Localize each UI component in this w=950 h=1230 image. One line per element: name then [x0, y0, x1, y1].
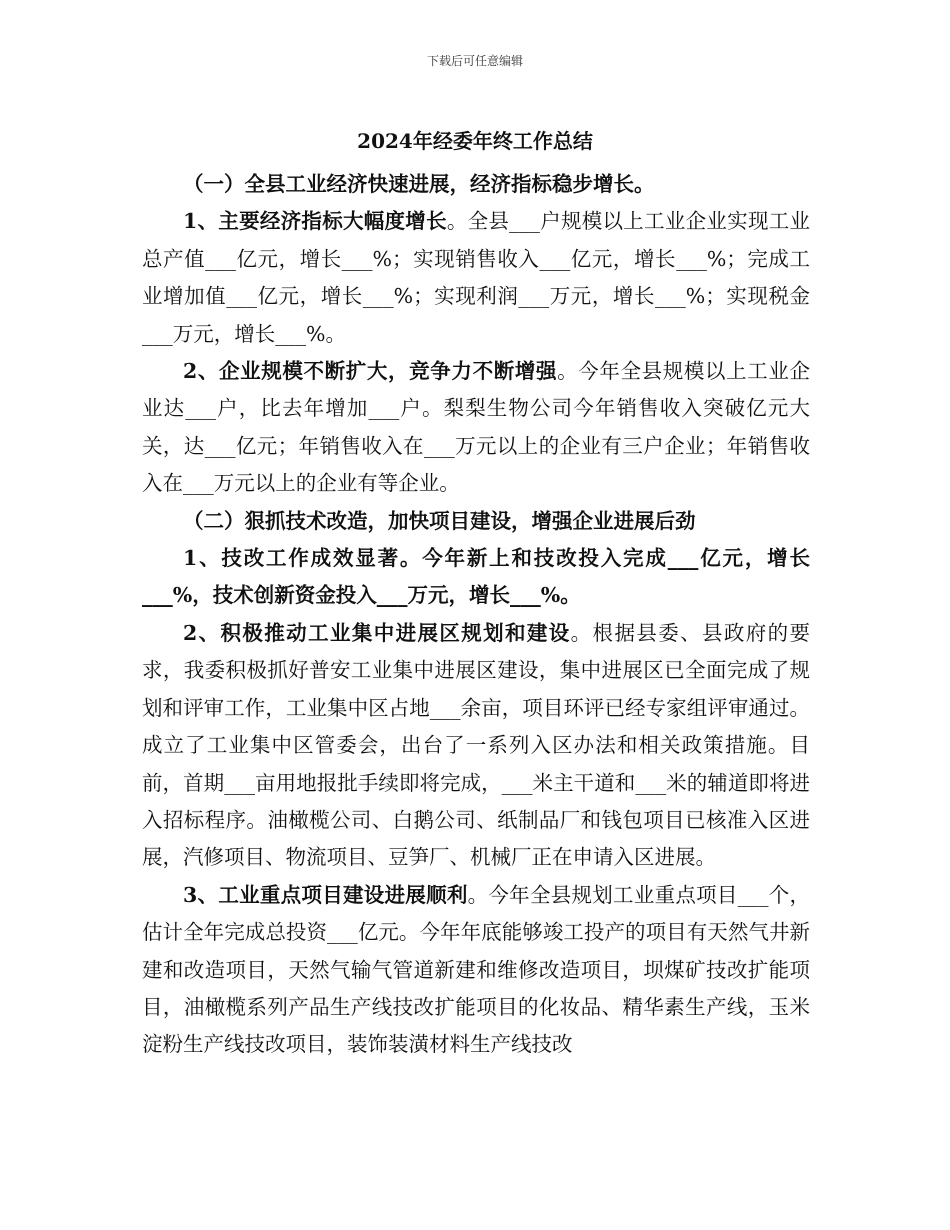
paragraph-lead: 2、积极推动工业集中进展区规划和建设	[183, 620, 571, 645]
paragraph-1-1	[142, 203, 810, 353]
paragraph-text: 。全县___户规模以上工业企业实现工业总产值___亿元，增长___%；实现销售收入___亿元，增长___%；完成工业增加值___亿元，增长___%；实现利润___万元，增长___%；实现税金___万元，增长___%。	[142, 209, 810, 346]
document-body	[142, 166, 810, 1064]
paragraph-2-3	[142, 877, 810, 1064]
document-title: 2024年经委年终工作总结	[357, 129, 593, 153]
paragraph-1-2	[142, 353, 810, 503]
paragraph-text: 。今年全县规划工业重点项目___个，估计全年完成总投资___亿元。今年年底能够竣工投产的项目有天然气井新建和改造项目，天然气输气管道新建和维修改造项目，坝煤矿技改扩能项目，油橄榄系列产品生产线技改扩能项目的化妆品、精华素生产线，玉米淀粉生产线技改项目，装饰装潢材料生产线技改	[142, 882, 811, 1057]
paragraph-lead: 1、主要经济指标大幅度增长	[183, 209, 447, 234]
section-heading-1: （一）全县工业经济快速进展，经济指标稳步增长。	[183, 172, 655, 196]
paragraph-text: 。今年全县规模以上工业企业达___户，比去年增加___户。梨梨生物公司今年销售收入突破亿元大关，达___亿元；年销售收入在___万元以上的企业有三户企业；年销售收入在___万元以上的企业有等企业。	[142, 359, 811, 496]
paragraph-2-2	[142, 615, 810, 877]
header-note: 下载后可任意编辑	[426, 54, 523, 68]
paragraph-lead: 3、工业重点项目建设进展顺利	[183, 882, 468, 907]
section-heading-2: （二）狠抓技术改造，加快项目建设，增强企业进展后劲	[183, 508, 696, 533]
paragraph-text: 。根据县委、县政府的要求，我委积极抓好普安工业集中进展区建设，集中进展区已全面完成了规划和评审工作，工业集中区占地___余亩，项目环评已经专家组评审通过。成立了工业集中区管委会，出台了一系列入区办法和相关政策措施。目前，首期___亩用地报批手续即将完成，___米主干道和___米的辅道即将进入招标程序。油橄榄公司、白鹅公司、纸制品厂和钱包项目已核准入区进展，汽修项目、物流项目、豆笋厂、机械厂正在申请入区进展。	[142, 620, 811, 870]
paragraph-2-1: 1、技改工作成效显著。今年新上和技改投入完成___亿元，增长___%，技术创新资金投入___万元，增长___%。	[142, 546, 810, 608]
paragraph-lead: 2、企业规模不断扩大，竞争力不断增强	[183, 359, 558, 384]
